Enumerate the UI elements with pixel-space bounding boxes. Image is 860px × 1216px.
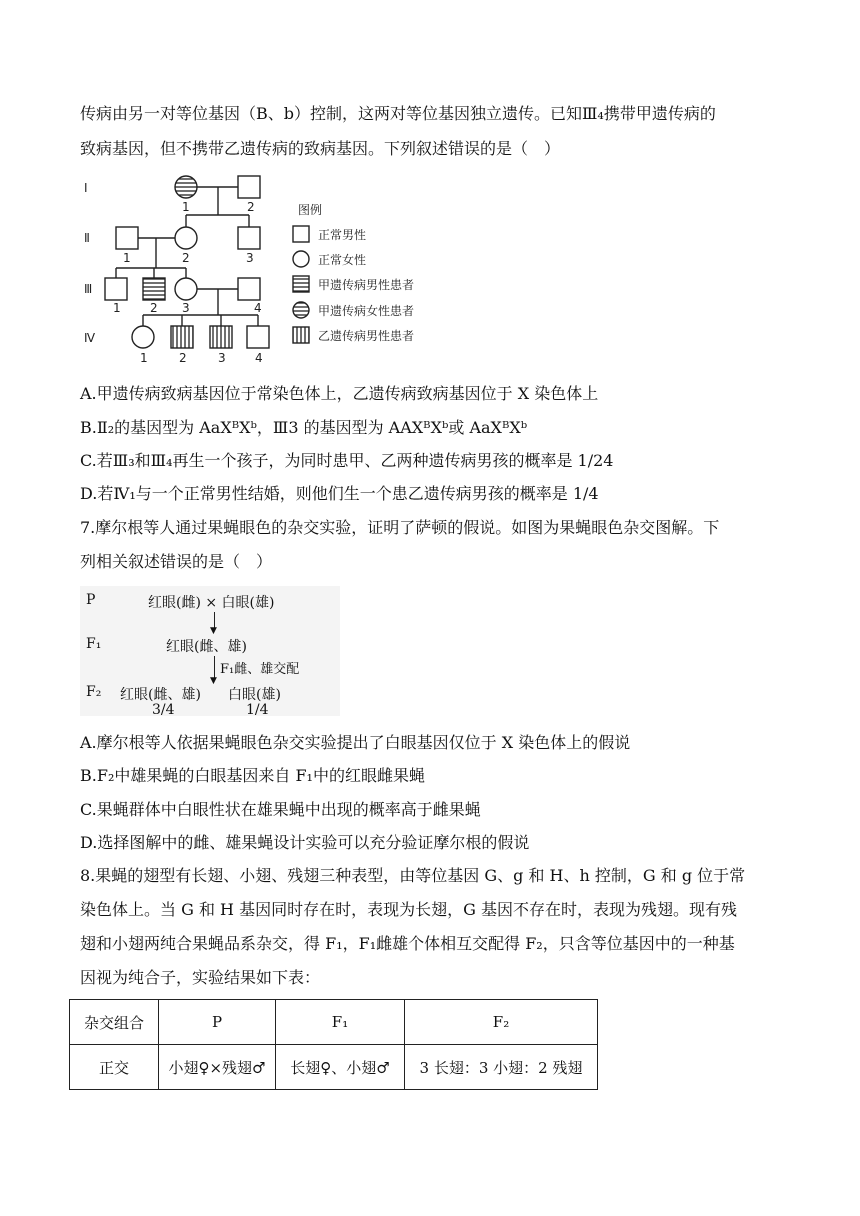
question-stem: 8.果蝇的翅型有长翅、小翅、残翅三种表型，由等位基因 G、g 和 H、h 控制，G 和 g 位于常	[80, 866, 746, 885]
affected-male-a	[143, 278, 165, 300]
pedigree-chart	[80, 170, 460, 370]
table-cell: 小翅♀×残翅♂	[159, 1045, 276, 1090]
option-c: C.果蝇群体中白眼性状在雄果蝇中出现的概率高于雌果蝇	[80, 800, 481, 819]
table-header: F₁	[276, 1000, 405, 1045]
svg-text:4: 4	[254, 301, 262, 315]
svg-text:2: 2	[179, 351, 187, 365]
gen-label: Ⅱ	[84, 231, 90, 245]
svg-text:2: 2	[150, 301, 158, 315]
table-header: P	[159, 1000, 276, 1045]
option-b: B.Ⅱ₂的基因型为 AaXᴮXᵇ，Ⅲ3 的基因型为 AAXᴮXᵇ或 AaXᴮXᵇ	[80, 418, 528, 437]
affected-female-a	[175, 176, 197, 198]
table-header-row	[70, 1000, 598, 1045]
table-header: F₂	[405, 1000, 598, 1045]
option-c: C.若Ⅲ₃和Ⅲ₄再生一个孩子，为同时患甲、乙两种遗传病男孩的概率是 1/24	[80, 451, 614, 470]
svg-text:2: 2	[182, 251, 190, 265]
option-a: A.甲遗传病致病基因位于常染色体上，乙遗传病致病基因位于 X 染色体上	[80, 384, 599, 403]
table-header: 杂交组合	[70, 1000, 159, 1045]
svg-text:3: 3	[182, 301, 190, 315]
gen-label: Ⅳ	[84, 331, 96, 345]
question-stem: 列相关叙述错误的是（ ）	[80, 552, 273, 571]
svg-text:4: 4	[255, 351, 263, 365]
question-stem: 因视为纯合子，实验结果如下表：	[80, 968, 321, 987]
legend-label: 正常女性	[318, 253, 367, 267]
table-row	[70, 1045, 598, 1090]
paragraph-line: 传病由另一对等位基因（B、b）控制，这两对等位基因独立遗传。已知Ⅲ₄携带甲遗传病的	[80, 104, 716, 123]
result-table	[69, 999, 598, 1090]
question-stem: 翅和小翅两纯合果蝇品系杂交，得 F₁，F₁雌雄个体相互交配得 F₂，只含等位基因中的一种基	[80, 934, 735, 953]
svg-text:1: 1	[140, 351, 148, 365]
option-b: B.F₂中雄果蝇的白眼基因来自 F₁中的红眼雌果蝇	[80, 766, 425, 785]
svg-text:1: 1	[123, 251, 131, 265]
svg-text:1: 1	[182, 200, 190, 214]
legend-title: 图例	[298, 203, 323, 217]
legend-label: 甲遗传病女性患者	[318, 304, 415, 318]
svg-text:1: 1	[113, 301, 121, 315]
option-d: D.选择图解中的雌、雄果蝇设计实验可以充分验证摩尔根的假说	[80, 833, 530, 852]
cross-diagram: P 红眼(雌) × 白眼(雄) ▼ F₁ 红眼(雌、雄) ▼ F₁雌、雄交配 F₂ 红眼(雌、雄) 白眼(雄) 3/4 1/4	[80, 586, 340, 716]
table-cell: 长翅♀、小翅♂	[276, 1045, 405, 1090]
svg-text:2: 2	[247, 200, 255, 214]
paragraph-line: 致病基因，但不携带乙遗传病的致病基因。下列叙述错误的是（ ）	[80, 139, 561, 158]
affected-male-b	[171, 326, 193, 348]
svg-text:3: 3	[218, 351, 226, 365]
option-d: D.若Ⅳ₁与一个正常男性结婚，则他们生一个患乙遗传病男孩的概率是 1/4	[80, 484, 599, 503]
legend-label: 甲遗传病男性患者	[318, 278, 415, 292]
table-cell: 正交	[70, 1045, 159, 1090]
normal-male	[238, 176, 260, 198]
question-stem: 染色体上。当 G 和 H 基因同时存在时，表现为长翅，G 基因不存在时，表现为残翅。现有残	[80, 900, 737, 919]
option-a: A.摩尔根等人依据果蝇眼色杂交实验提出了白眼基因仅位于 X 染色体上的假说	[80, 733, 631, 752]
gen-label: Ⅲ	[84, 282, 93, 296]
question-stem: 7.摩尔根等人通过果蝇眼色的杂交实验，证明了萨顿的假说。如图为果蝇眼色杂交图解。下	[80, 518, 720, 537]
gen-label: Ⅰ	[84, 181, 88, 195]
svg-text:3: 3	[246, 251, 254, 265]
table-cell: 3 长翅：3 小翅：2 残翅	[405, 1045, 598, 1090]
legend-label: 正常男性	[318, 228, 367, 242]
legend-label: 乙遗传病男性患者	[318, 329, 415, 343]
